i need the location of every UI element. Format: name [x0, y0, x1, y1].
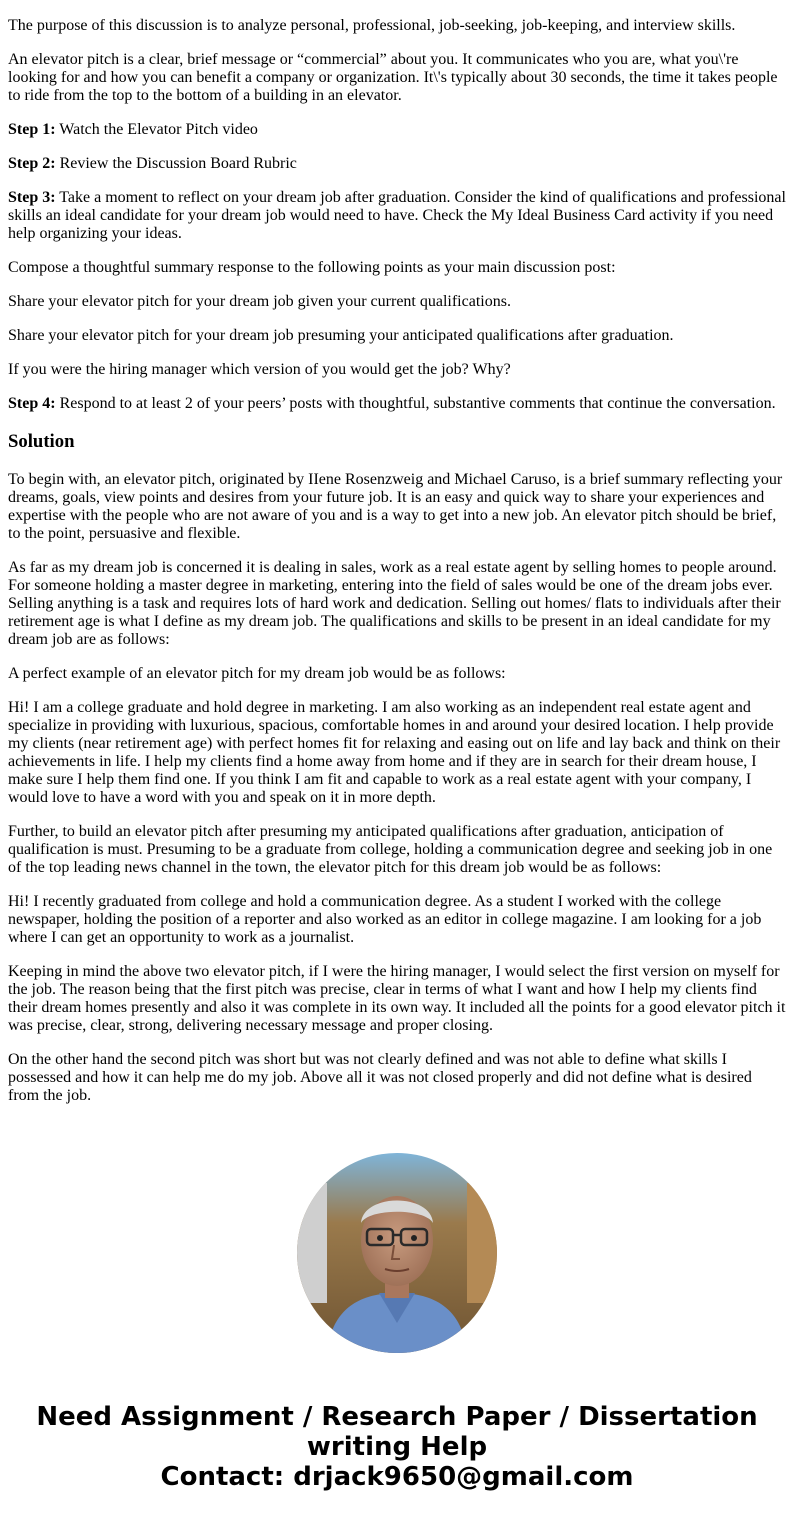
point-1: Share your elevator pitch for your dream job given your current qualifications.	[8, 293, 511, 310]
compose-paragraph: Compose a thoughtful summary response to the following points as your main discussion post:	[8, 259, 616, 276]
elevator-definition-paragraph: An elevator pitch is a clear, brief message or “commercial” about you. It communicates who you are, what you\'re looking for and how you can benefit a company or organization. It\'s typically about 30 seconds, the time it takes people to ride from the top to the bottom of a building in an elevator.	[8, 51, 778, 104]
solution-paragraph: Keeping in mind the above two elevator pitch, if I were the hiring manager, I would select the first version on myself for the job. The reason being that the first pitch was precise, clear in terms of what I want and how I help my clients find their dream homes presently and also it was complete in its own way. It included all the points for a good elevator pitch it was precise, clear, strong, delivering necessary message and proper closing.	[8, 963, 786, 1034]
point-2: Share your elevator pitch for your dream job presuming your anticipated qualifications after graduation.	[8, 327, 674, 344]
solution-paragraph: A perfect example of an elevator pitch for my dream job would be as follows:	[8, 665, 506, 682]
step-4-text: Respond to at least 2 of your peers’ posts with thoughtful, substantive comments that continue the conversation.	[55, 395, 776, 412]
step-1-text: Watch the Elevator Pitch video	[55, 121, 258, 138]
solution-paragraph: Hi! I am a college graduate and hold degree in marketing. I am also working as an independent real estate agent and specialize in providing with luxurious, spacious, comfortable homes in and around your desired location. I help provide my clients (near retirement age) with perfect homes fit for relaxing and easing out on life and lay back and think on their achievements in life. I help my clients find a home away from home and if they are in search for their dream house, I make sure I help them find one. If you think I am fit and capable to work as a real estate agent with your company, I would love to have a word with you and speak on it in more depth.	[8, 699, 781, 806]
contact-banner	[0, 1402, 794, 1492]
step-1-label: Step 1:	[8, 121, 56, 138]
contact-banner-line-1: Need Assignment / Research Paper / Dissertation	[36, 1402, 758, 1432]
step-2-label: Step 2:	[8, 155, 56, 172]
step-4	[8, 395, 786, 413]
step-2	[8, 155, 786, 173]
author-avatar	[297, 1153, 497, 1353]
step-3-label: Step 3:	[8, 189, 56, 206]
contact-banner-line-2: writing Help	[306, 1432, 488, 1462]
solution-paragraph: As far as my dream job is concerned it is dealing in sales, work as a real estate agent by selling homes to people around. For someone holding a master degree in marketing, entering into the field of sales would be one of the dream jobs ever. Selling anything is a task and requires lots of hard work and dedication. Selling out homes/ flats to individuals after their retirement age is what I define as my dream job. The qualifications and skills to be present in an ideal candidate for my dream job are as follows:	[8, 559, 781, 648]
solution-heading: Solution	[8, 431, 75, 452]
document-body	[8, 0, 786, 1121]
solution-paragraph: Further, to build an elevator pitch after presuming my anticipated qualifications after graduation, anticipation of qualification is must. Presuming to be a graduate from college, holding a communication degree and seeking job in one of the top leading news channel in the town, the elevator pitch for this dream job would be as follows:	[8, 823, 773, 876]
step-1	[8, 121, 786, 139]
solution-paragraph: On the other hand the second pitch was short but was not clearly defined and was not able to define what skills I possessed and how it can help me do my job. Above all it was not closed properly and did not define what is desired from the job.	[8, 1051, 752, 1104]
intro-paragraph: The purpose of this discussion is to analyze personal, professional, job-seeking, job-keeping, and interview skills.	[8, 17, 736, 34]
point-3: If you were the hiring manager which version of you would get the job? Why?	[8, 361, 511, 378]
solution-paragraph: To begin with, an elevator pitch, originated by IIene Rosenzweig and Michael Caruso, is a brief summary reflecting your dreams, goals, view points and desires from your future job. It is an easy and quick way to share your experiences and expertise with the people who are not aware of you and is a way to get into a new job. An elevator pitch should be brief, to the point, persuasive and flexible.	[8, 471, 783, 542]
step-3-text: Take a moment to reflect on your dream job after graduation. Consider the kind of qualifications and professional skills an ideal candidate for your dream job would need to have. Check the My Ideal Business Card activity if you need help organizing your ideas.	[8, 189, 786, 242]
step-3	[8, 189, 786, 243]
contact-email: Contact: drjack9650@gmail.com	[160, 1462, 634, 1492]
step-4-label: Step 4:	[8, 395, 56, 412]
author-portrait-image	[297, 1153, 497, 1353]
solution-paragraph: Hi! I recently graduated from college and hold a communication degree. As a student I worked with the college newspaper, holding the position of a reporter and also worked as an editor in college magazine. I am looking for a job where I can get an opportunity to work as a journalist.	[8, 893, 762, 946]
step-2-text: Review the Discussion Board Rubric	[55, 155, 297, 172]
